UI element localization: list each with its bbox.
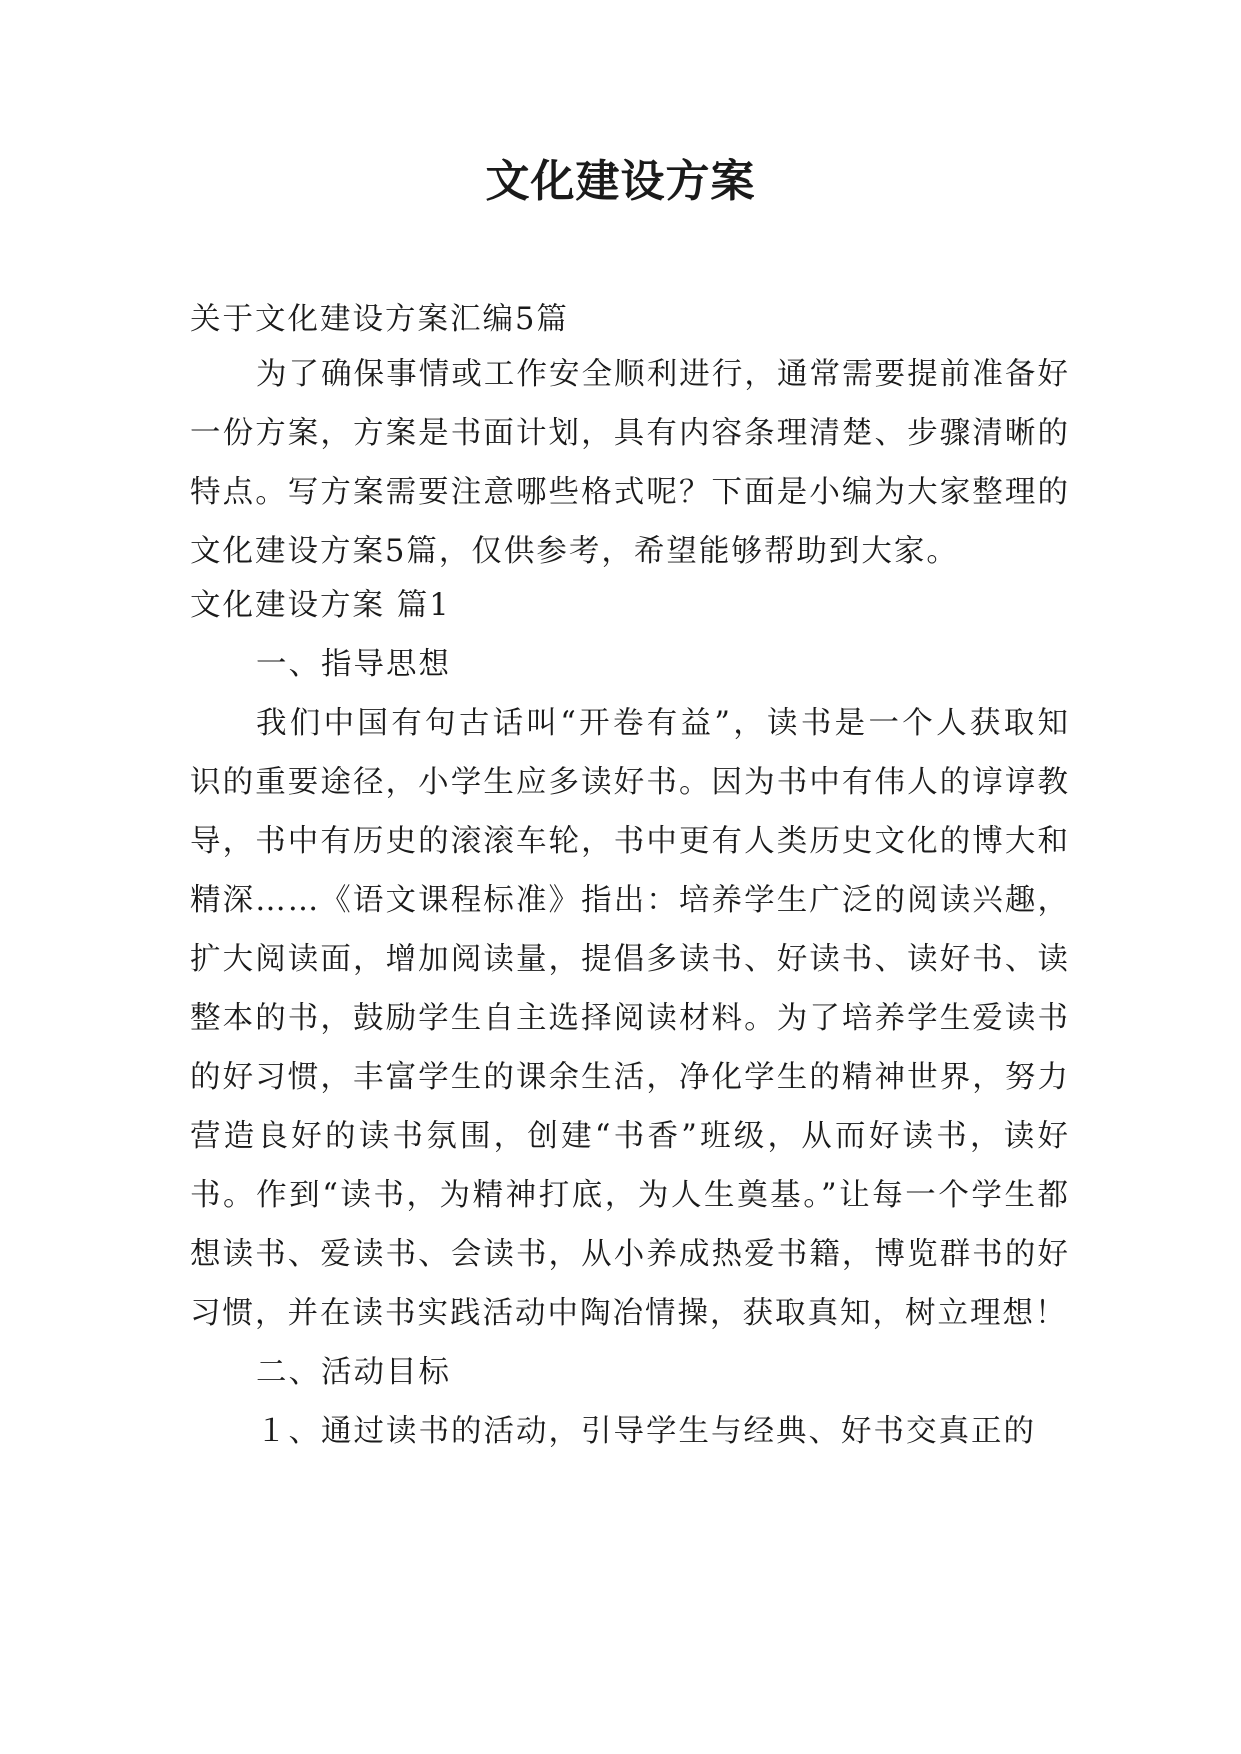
section-2-item-1: １、通过读书的活动，引导学生与经典、好书交真正的: [256, 1414, 1036, 1449]
section-1-title: 一、指导思想: [256, 647, 451, 682]
document-title: 文化建设方案: [485, 156, 756, 207]
intro-paragraph: 为了确保事情或工作安全顺利进行，通常需要提前准备好一份方案，方案是书面计划，具有内容条理清楚、步骤清晰的特点。写方案需要注意哪些格式呢？下面是小编为大家整理的文化建设方案5篇，仅供参考，希望能够帮助到大家。: [190, 357, 1070, 569]
section-2-title: 二、活动目标: [256, 1355, 451, 1390]
article-block: [190, 588, 1070, 1461]
document-subtitle: 关于文化建设方案汇编5篇: [190, 302, 569, 337]
intro-block: [190, 345, 1070, 581]
document-subtitle-block: [190, 290, 1070, 349]
article-heading: 文化建设方案 篇1: [190, 588, 451, 623]
section-1-body: 我们中国有句古话叫“开卷有益”，读书是一个人获取知识的重要途径，小学生应多读好书。因为书中有伟人的谆谆教导，书中有历史的滚滚车轮，书中更有人类历史文化的博大和精深……《语文课程标准》指出：培养学生广泛的阅读兴趣，扩大阅读面，增加阅读量，提倡多读书、好读书、读好书、读整本的书，鼓励学生自主选择阅读材料。为了培养学生爱读书的好习惯，丰富学生的课余生活，净化学生的精神世界，努力营造良好的读书氛围，创建“书香”班级，从而好读书，读好书。作到“读书，为精神打底，为人生奠基。”让每一个学生都想读书、爱读书、会读书，从小养成热爱书籍，博览群书的好习惯，并在读书实践活动中陶冶情操，获取真知，树立理想！: [190, 706, 1070, 1331]
